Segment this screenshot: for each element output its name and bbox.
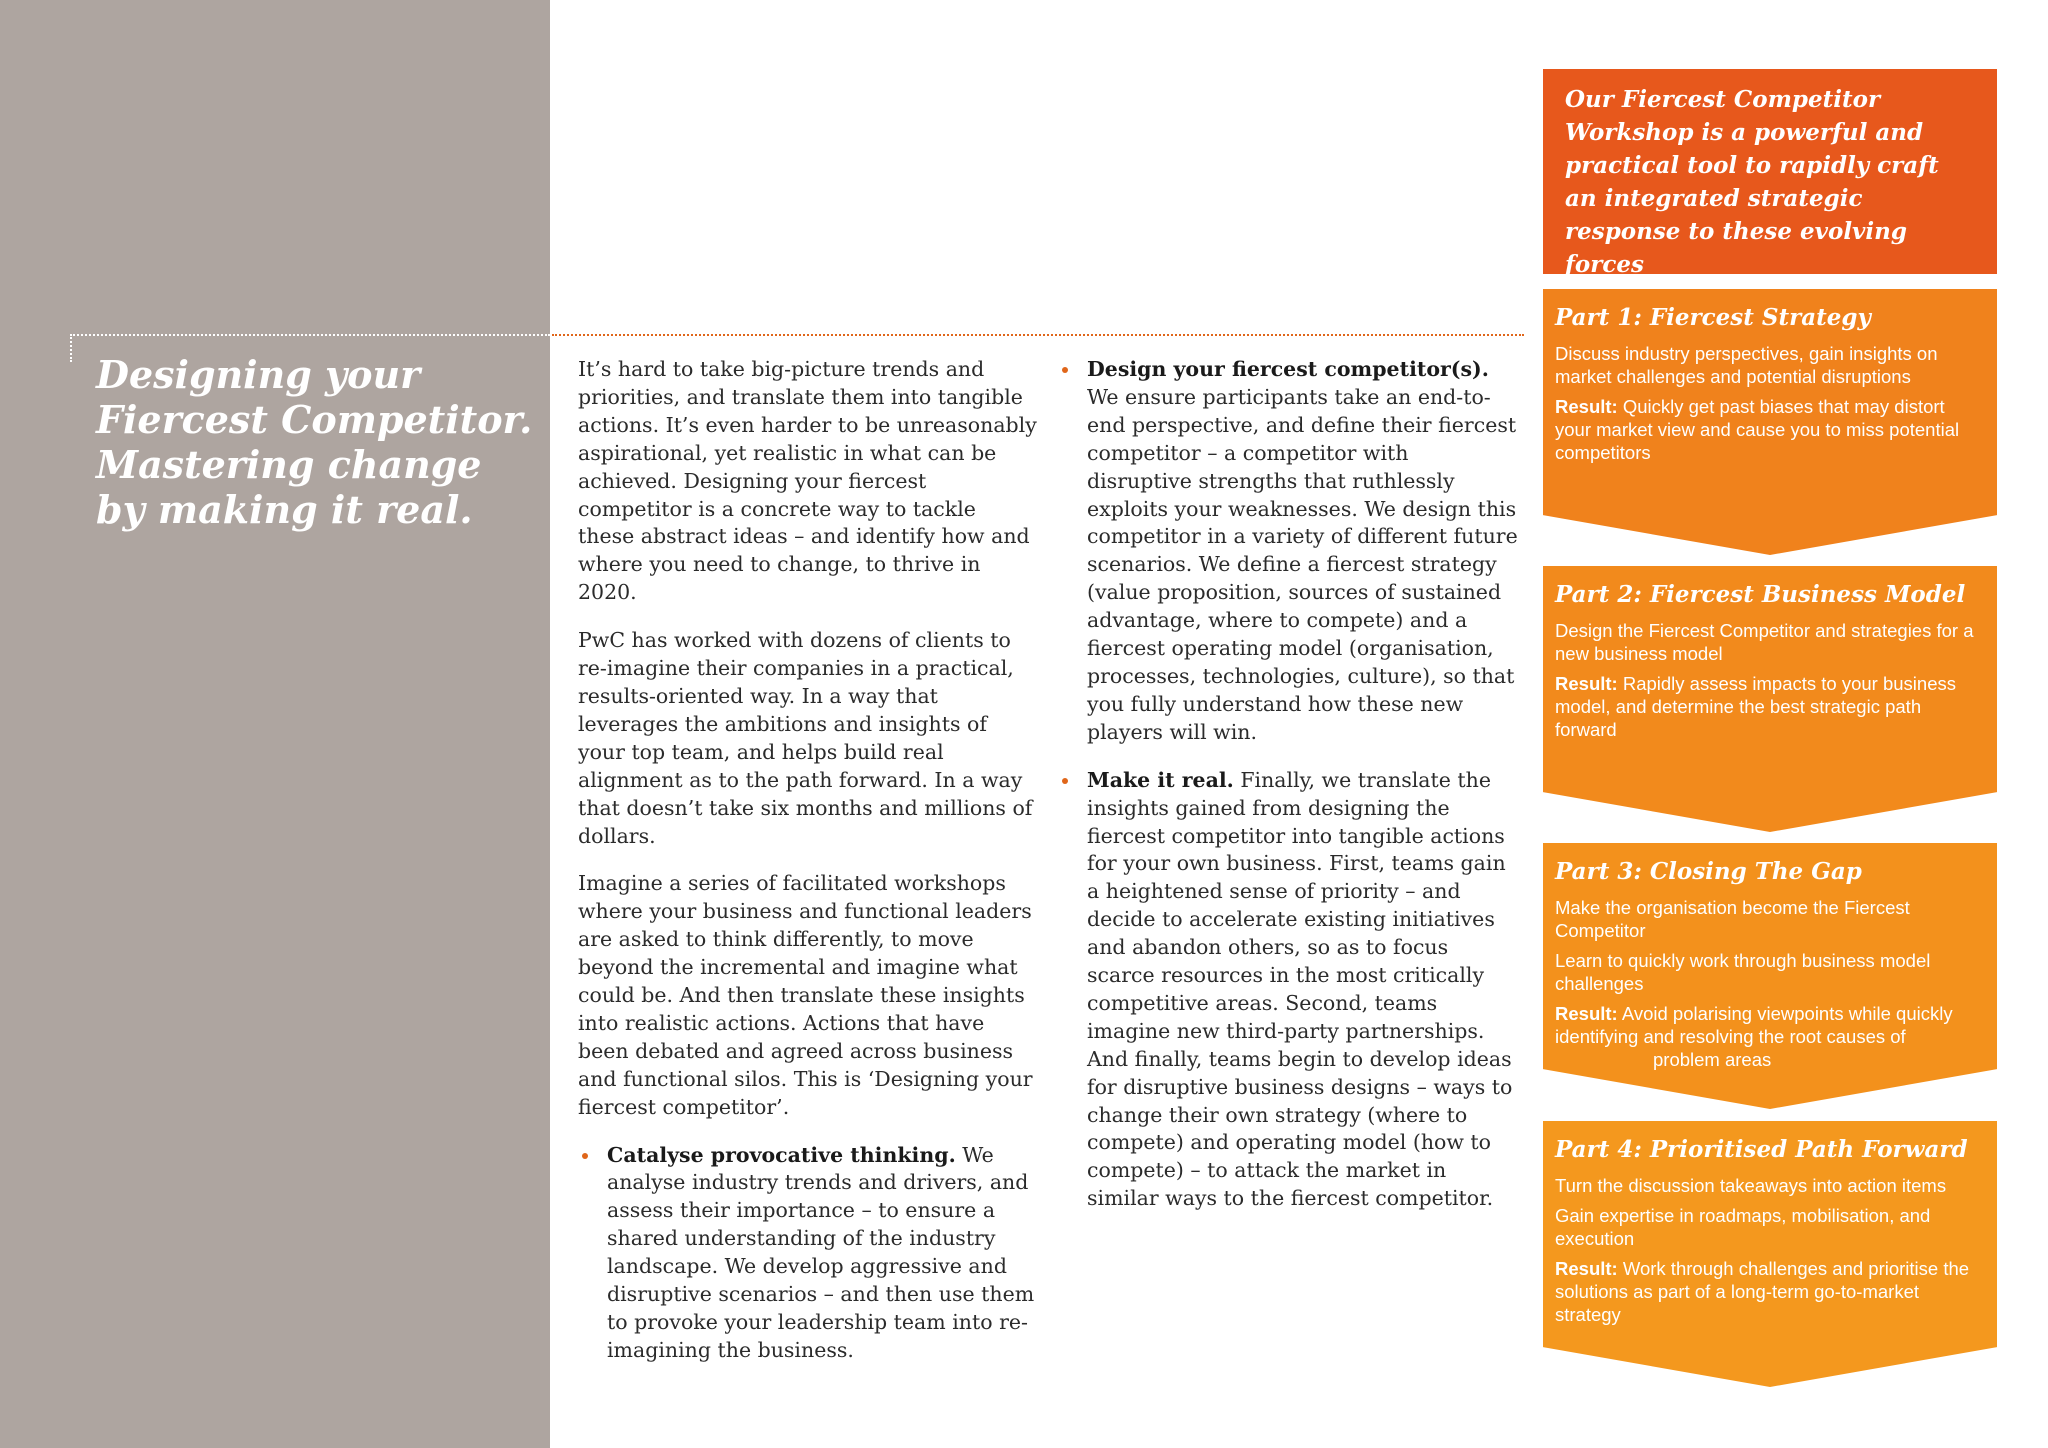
result-label: Result: bbox=[1555, 673, 1618, 694]
part-description: Make the organisation become the Fiercest Competitor bbox=[1555, 897, 1910, 941]
part-result bbox=[1555, 1257, 1983, 1326]
body-column-1 bbox=[578, 356, 1038, 1385]
part-title: Part 4: Prioritised Path Forward bbox=[1555, 1136, 1968, 1163]
result-text: Avoid polarising viewpoints while quickly identifying and resolving the root causes of bbox=[1555, 1003, 1953, 1047]
part-description: Discuss industry perspectives, gain insights on market challenges and potential disruptions bbox=[1555, 343, 1938, 387]
title-line: by making it real. bbox=[96, 487, 473, 532]
bullet-lead: Design your fiercest competitor(s). bbox=[1087, 357, 1489, 381]
part-description: Learn to quickly work through business model challenges bbox=[1555, 950, 1931, 994]
result-label: Result: bbox=[1555, 1003, 1618, 1024]
page-title bbox=[96, 352, 536, 532]
bullet-text: Finally, we translate the insights gained from designing the fiercest competitor into tangible actions for your own business. First, teams gain a heightened sense of priority – and decide to accelerate existing initiatives and abandon others, so as to focus scarce resources in the most critically competitive areas. Second, teams imagine new third-party partnerships. And finally, teams begin to develop ideas for disruptive business designs – ways to change their own strategy (where to compete) and operating model (how to compete) – to attack the market in similar ways to the fiercest competitor. bbox=[1087, 767, 1513, 1211]
body-paragraph: PwC has worked with dozens of clients to re-imagine their companies in a practical, results-oriented way. In a way that leverages the ambitions and insights of your top team, and helps build real alignment as to the path forward. In a way that doesn’t take six months and millions of dollars. bbox=[578, 628, 1033, 848]
result-text: Quickly get past biases that may distort your market view and cause you to miss potential competitors bbox=[1555, 396, 1960, 463]
sidebar-panel bbox=[0, 0, 550, 1448]
part-3-chevron bbox=[1543, 843, 1997, 1109]
result-text: Rapidly assess impacts to your business model, and determine the best strategic path forward bbox=[1555, 673, 1956, 740]
dotted-divider-right bbox=[552, 334, 1524, 336]
part-result bbox=[1555, 672, 1983, 741]
bullet-item bbox=[1058, 767, 1518, 1214]
bullet-text: We ensure participants take an end-to-end perspective, and define their fiercest competitor – a competitor with disruptive strengths that ruthlessly exploits your weaknesses. We design this competitor in a variety of different future scenarios. We define a fiercest strategy (value proposition, sources of sustained advantage, where to compete) and a fiercest operating model (organisation, processes, technologies, culture), so that you fully understand how these new players will win. bbox=[1087, 384, 1518, 744]
result-label: Result: bbox=[1555, 1258, 1618, 1279]
body-column-2 bbox=[1058, 356, 1518, 1233]
body-paragraph: Imagine a series of facilitated workshops where your business and functional leaders are asked to think differently, to move beyond the incremental and imagine what could be. And then translate these insights into realistic actions. Actions that have been debated and agreed across business and functional silos. This is ‘Designing your fiercest competitor’. bbox=[578, 871, 1033, 1119]
workshop-callout-box bbox=[1543, 69, 1997, 278]
title-line: Mastering change bbox=[96, 442, 482, 487]
part-content bbox=[1543, 566, 1997, 741]
part-2-chevron bbox=[1543, 566, 1997, 832]
part-4-chevron bbox=[1543, 1121, 1997, 1387]
part-1-chevron bbox=[1543, 289, 1997, 555]
bullet-item bbox=[578, 1142, 1038, 1365]
part-content bbox=[1543, 1121, 1997, 1326]
part-result bbox=[1555, 395, 1983, 464]
title-line: Designing your bbox=[96, 352, 421, 397]
dotted-divider-tick bbox=[70, 334, 72, 362]
part-description: Turn the discussion takeaways into action items bbox=[1555, 1175, 1947, 1196]
result-text: Work through challenges and prioritise the solutions as part of a long-term go-to-market strategy bbox=[1555, 1258, 1970, 1325]
result-text-continued: problem areas bbox=[1653, 1049, 1772, 1070]
part-description: Gain expertise in roadmaps, mobilisation, and execution bbox=[1555, 1205, 1931, 1249]
title-line: Fiercest Competitor. bbox=[96, 397, 533, 442]
bullet-list bbox=[578, 1142, 1038, 1365]
bullet-list bbox=[1058, 356, 1518, 1213]
bullet-lead: Make it real. bbox=[1087, 767, 1234, 792]
bullet-lead: Catalyse provocative thinking. bbox=[607, 1142, 956, 1167]
callout-text: Our Fiercest Competitor Workshop is a powerful and practical tool to rapidly craft an integrated strategic response to these evolving forces bbox=[1565, 86, 1939, 278]
body-paragraph: It’s hard to take big-picture trends and priorities, and translate them into tangible actions. It’s even harder to be unreasonably aspirational, yet realistic in what can be achieved. Designing your fiercest competitor is a concrete way to tackle these abstract ideas – and identify how and where you need to change, to thrive in 2020. bbox=[578, 357, 1037, 605]
part-content bbox=[1543, 289, 1997, 464]
part-title: Part 1: Fiercest Strategy bbox=[1555, 304, 1871, 331]
bullet-text: We analyse industry trends and drivers, and assess their importance – to ensure a shared understanding of the industry landscape. We develop aggressive and disruptive scenarios – and then use them to provoke your leadership team into re-imagining the business. bbox=[607, 1142, 1035, 1362]
bullet-item bbox=[1058, 356, 1518, 747]
part-content bbox=[1543, 843, 1997, 1071]
part-description: Design the Fiercest Competitor and strategies for a new business model bbox=[1555, 620, 1974, 664]
part-title: Part 2: Fiercest Business Model bbox=[1555, 581, 1966, 608]
part-result bbox=[1555, 1002, 1983, 1071]
result-label: Result: bbox=[1555, 396, 1618, 417]
dotted-divider-left bbox=[70, 334, 550, 336]
part-title: Part 3: Closing The Gap bbox=[1555, 858, 1862, 885]
